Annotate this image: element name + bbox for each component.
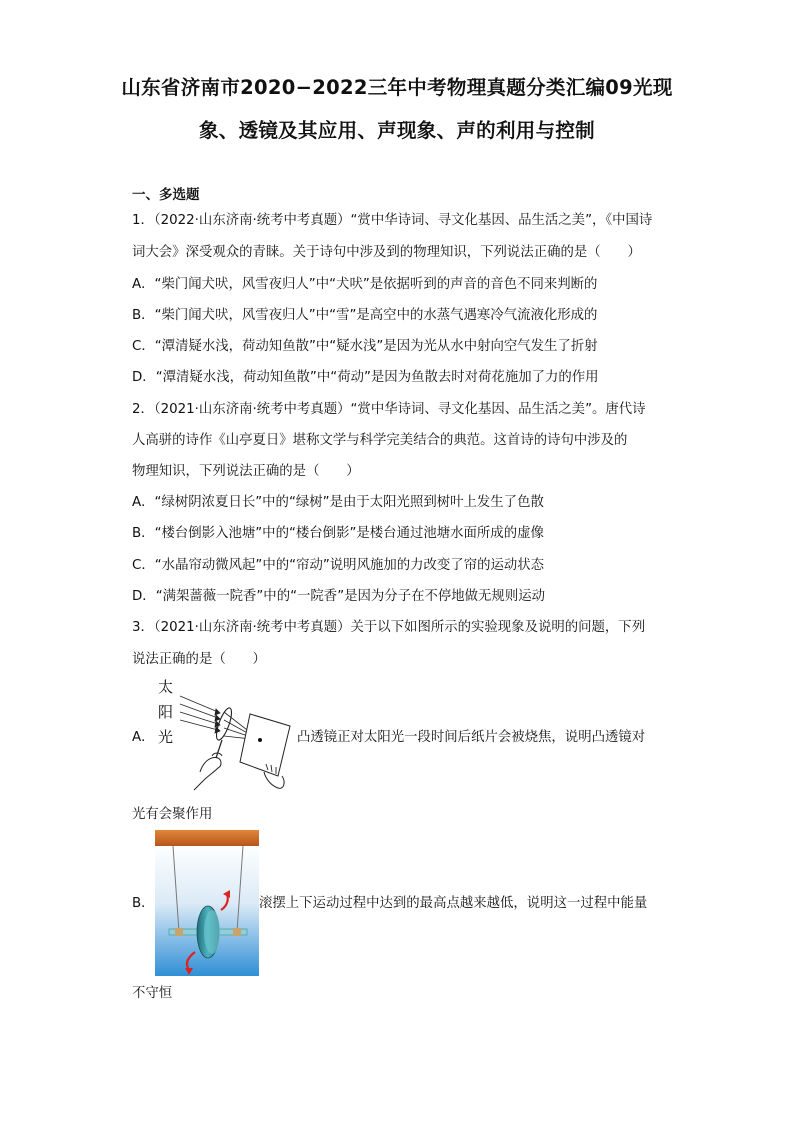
q1-stem-line2: 词大会》深受观众的青睐。关于诗句中涉及到的物理知识，下列说法正确的是（ ） xyxy=(132,245,641,260)
q3-option-b-cont: 不守恒 xyxy=(132,986,173,1001)
section-heading: 一、多选题 xyxy=(132,187,200,203)
q1-option-d: D．“潭清疑水浅，荷动知鱼散”中“荷动”是因为鱼散去时对荷花施加了力的作用 xyxy=(132,370,599,385)
q2-stem-line1: 2．（2021·山东济南·统考中考真题）“赏中华诗词、寻文化基因、品生活之美”。唐代诗 xyxy=(132,402,646,417)
q2-stem-line2: 人高骈的诗作《山亭夏日》堪称文学与科学完美结合的典范。这首诗的诗句中涉及的 xyxy=(132,433,628,448)
q2-stem-line3: 物理知识，下列说法正确的是（ ） xyxy=(132,464,360,479)
q3-stem-line1: 3．（2021·山东济南·统考中考真题）关于以下如图所示的实验现象及说明的问题，下列 xyxy=(132,620,646,635)
q1-stem-line1: 1．（2022·山东济南·统考中考真题）“赏中华诗词、寻文化基因、品生活之美”，《中国诗 xyxy=(132,213,653,228)
doc-title-line1: 山东省济南市2020−2022三年中考物理真题分类汇编09光现 xyxy=(121,76,673,99)
q3-option-a-text: 凸透镜正对太阳光一段时间后纸片会被烧焦，说明凸透镜对 xyxy=(297,730,646,745)
q2-option-d: D．“满架蔷薇一院香”中的“一院香”是因为分子在不停地做无规则运动 xyxy=(132,589,545,604)
q2-option-b: B．“楼台倒影入池塘”中的“楼台倒影”是楼台通过池塘水面所成的虚像 xyxy=(132,526,544,541)
q1-option-a: A．“柴门闻犬吠，风雪夜归人”中“犬吠”是依据听到的声音的音色不同来判断的 xyxy=(132,277,598,292)
q3-stem-line2: 说法正确的是（ ） xyxy=(132,652,266,667)
convex-lens-figure xyxy=(152,676,292,794)
q3-option-a-label: A． xyxy=(132,730,155,745)
q3-option-b-text: 滚摆上下运动过程中达到的最高点越来越低，说明这一过程中能量 xyxy=(259,896,648,911)
q3-option-b-label: B． xyxy=(132,896,155,911)
q3-option-a-cont: 光有会聚作用 xyxy=(132,807,213,822)
q1-option-c: C．“潭清疑水浅，荷动知鱼散”中“疑水浅”是因为光从水中射向空气发生了折射 xyxy=(132,339,598,354)
figure-sun-char-3: 光 xyxy=(158,728,174,746)
figure-sun-char-2: 阳 xyxy=(158,703,174,721)
maxwell-pendulum-figure xyxy=(155,830,259,976)
figure-sun-char-1: 太 xyxy=(158,678,174,696)
q1-option-b: B．“柴门闻犬吠，风雪夜归人”中“雪”是高空中的水蒸气遇寒冷气流液化形成的 xyxy=(132,308,598,323)
q2-option-c: C．“水晶帘动微风起”中的“帘动”说明风施加的力改变了帘的运动状态 xyxy=(132,558,545,573)
q2-option-a: A．“绿树阴浓夏日长”中的“绿树”是由于太阳光照到树叶上发生了色散 xyxy=(132,495,544,510)
doc-title-line2: 象、透镜及其应用、声现象、声的利用与控制 xyxy=(198,119,595,142)
